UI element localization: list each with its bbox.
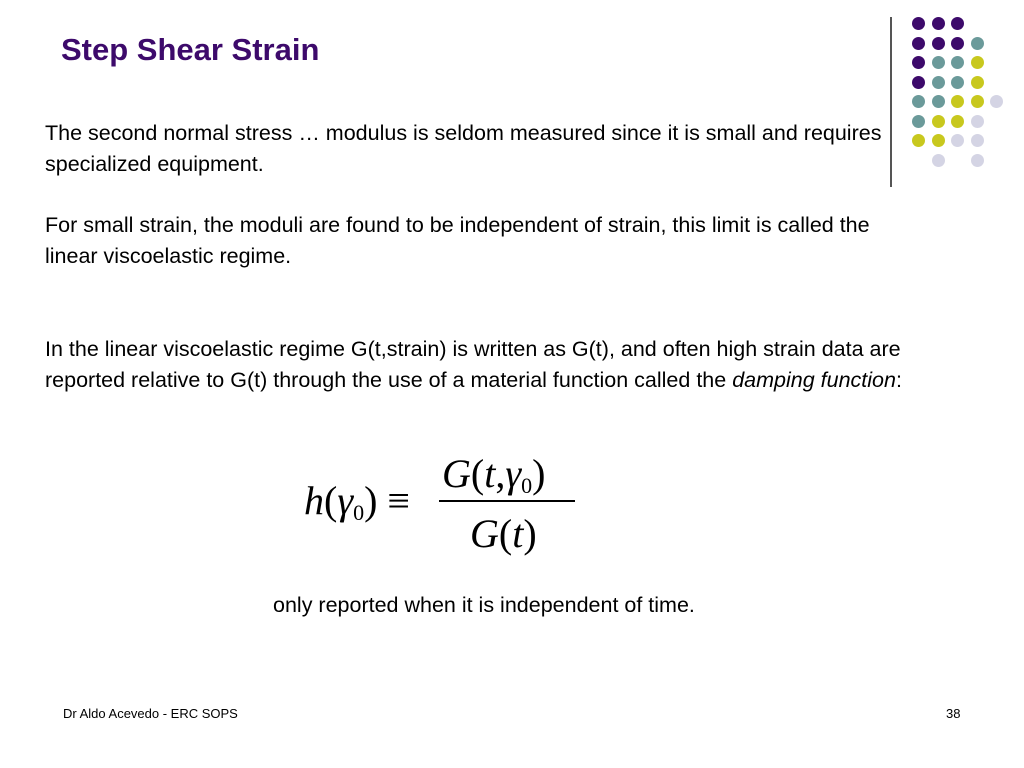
formula-t: t [512,511,524,556]
decorative-dot [951,95,964,108]
formula-paren: ( [498,511,513,556]
decorative-dot [990,95,1003,108]
decorative-dot [951,76,964,89]
damping-function-emphasis: damping function [732,367,896,392]
decorative-dot [951,17,964,30]
formula-comma: , [495,451,506,496]
decorative-dot [932,134,945,147]
decorative-dot [971,37,984,50]
formula-lhs [304,477,410,526]
fraction-bar [439,500,575,502]
decorative-dot [971,56,984,69]
slide-title: Step Shear Strain [61,32,320,67]
formula-gamma: γ [337,478,354,523]
decorative-dot [971,154,984,167]
formula-equiv: ≡ [387,478,410,523]
decorative-dot [912,56,925,69]
formula-paren: ( [470,451,485,496]
damping-function-formula [304,450,604,560]
formula-gamma: γ [505,451,522,496]
formula-h: h [304,478,324,523]
decorative-dot [912,95,925,108]
formula-denominator [470,510,537,557]
decorative-dot [951,56,964,69]
formula-G: G [470,511,499,556]
decorative-dot [932,17,945,30]
decorative-dot [971,115,984,128]
paragraph-damping-function [45,334,905,395]
decorative-dot [912,76,925,89]
formula-paren: ( [324,478,338,523]
decorative-dot [932,56,945,69]
decorative-dot [912,17,925,30]
paragraph-second-normal-stress: The second normal stress … modulus is seldom measured since it is small and requires specialized equipment. [45,121,882,176]
decorative-dot [932,95,945,108]
decorative-dot [912,37,925,50]
formula-subscript: 0 [353,500,365,525]
footer-author: Dr Aldo Acevedo - ERC SOPS [63,706,238,721]
formula-paren: ) [523,511,537,556]
decorative-dot [932,154,945,167]
decorative-dot [951,37,964,50]
decorative-dot [932,76,945,89]
paragraph-linear-viscoelastic: For small strain, the moduli are found to be independent of strain, this limit is called the linear viscoelastic regime. [45,213,870,268]
formula-G: G [442,451,471,496]
decorative-dot [932,115,945,128]
paragraph-3-colon: : [895,367,902,392]
decorative-dot [951,134,964,147]
formula-paren: ) [364,478,378,523]
page-number: 38 [946,706,961,721]
decorative-dot [971,134,984,147]
decorative-dot [912,134,925,147]
decorative-dot [951,115,964,128]
formula-paren: ) [532,451,546,496]
formula-subscript: 0 [521,473,533,498]
decorative-dot [971,76,984,89]
decorative-dot [932,37,945,50]
formula-numerator [442,450,545,499]
paragraph-3-text: In the linear viscoelastic regime G(t,strain) is written as G(t), and often high strain data are reported relative to G(t) through the use of a material function called the [45,337,901,392]
decorative-dot [971,95,984,108]
decorative-dot [912,115,925,128]
formula-t: t [484,451,496,496]
formula-caption: only reported when it is independent of time. [273,593,695,617]
